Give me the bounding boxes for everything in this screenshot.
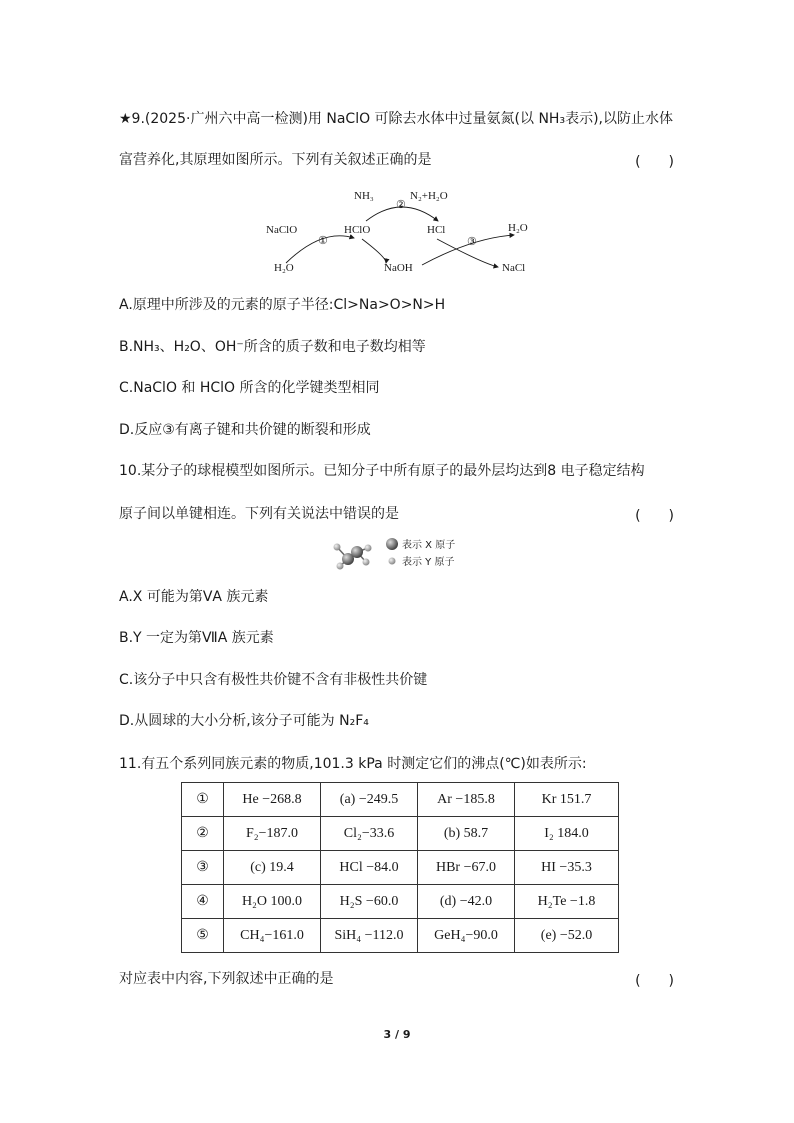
table-row — [182, 817, 619, 851]
table-cell: H₂S −60.0 — [321, 885, 418, 919]
table-cell: (a) −249.5 — [321, 783, 418, 817]
q10-ball-stick-model — [328, 536, 468, 572]
table-cell: HCl −84.0 — [321, 851, 418, 885]
q11-answer-paren: ( ) — [635, 973, 674, 989]
boiling-point-table — [181, 782, 619, 953]
table-cell: HI −35.3 — [515, 851, 619, 885]
q9-option-a: A.原理中所涉及的元素的原子半径:Cl>Na>O>N>H — [119, 297, 446, 313]
q9-answer-paren: ( ) — [635, 154, 674, 170]
q10-answer-paren: ( ) — [635, 508, 674, 524]
arrow-step1 — [286, 236, 354, 263]
q10-stem-line1: 10.某分子的球棍模型如图所示。已知分子中所有原子的最外层均达到8 电子稳定结构 — [119, 463, 645, 479]
q10-option-a: A.X 可能为第ⅤA 族元素 — [119, 589, 269, 605]
diagram-step1: ① — [318, 235, 328, 247]
table-row — [182, 851, 619, 885]
diagram-nacl: NaCl — [502, 262, 526, 274]
diagram-h2o-bottom: H₂O — [274, 262, 294, 274]
atom-x — [351, 546, 363, 558]
table-cell: Kr 151.7 — [515, 783, 619, 817]
diagram-naoh: NaOH — [384, 262, 413, 274]
table-cell: GeH₄−90.0 — [418, 919, 515, 953]
legend-x-ball — [386, 538, 398, 550]
atom-y — [334, 544, 341, 551]
q10-stem-line2: 原子间以单键相连。下列有关说法中错误的是 — [119, 506, 399, 522]
table-cell: H₂Te −1.8 — [515, 885, 619, 919]
q10-option-c: C.该分子中只含有极性共价键不含有非极性共价键 — [119, 672, 428, 688]
diagram-hcl: HCl — [427, 224, 446, 236]
atom-y — [365, 545, 372, 552]
table-cell: ⑤ — [182, 919, 224, 953]
table-row — [182, 885, 619, 919]
atom-y — [337, 563, 344, 570]
table-cell: Cl₂−33.6 — [321, 817, 418, 851]
atom-y — [363, 559, 370, 566]
table-cell: SiH₄ −112.0 — [321, 919, 418, 953]
page-number: 3 / 9 — [383, 1028, 411, 1041]
table-cell: CH₄−161.0 — [224, 919, 321, 953]
table-cell: H₂O 100.0 — [224, 885, 321, 919]
table-cell: F₂−187.0 — [224, 817, 321, 851]
q9-stem-line2: 富营养化,其原理如图所示。下列有关叙述正确的是 — [119, 152, 432, 168]
table-cell: ① — [182, 783, 224, 817]
diagram-naclo: NaClO — [266, 224, 298, 236]
table-cell: (d) −42.0 — [418, 885, 515, 919]
q9-reaction-diagram — [262, 183, 542, 278]
table-cell: I₂ 184.0 — [515, 817, 619, 851]
table-cell: (c) 19.4 — [224, 851, 321, 885]
legend-x-label: 表示 X 原子 — [402, 540, 456, 551]
diagram-nh3: NH₃ — [354, 190, 374, 202]
table-cell: He −268.8 — [224, 783, 321, 817]
table-cell: HBr −67.0 — [418, 851, 515, 885]
table-cell: ② — [182, 817, 224, 851]
table-cell: Ar −185.8 — [418, 783, 515, 817]
q10-option-b: B.Y 一定为第ⅦA 族元素 — [119, 630, 274, 646]
legend-y-ball — [389, 558, 396, 565]
table-row — [182, 919, 619, 953]
diagram-hclo: HClO — [344, 224, 371, 236]
arrow-to-naoh — [362, 239, 386, 263]
table-cell: ④ — [182, 885, 224, 919]
q9-option-d: D.反应③有离子键和共价键的断裂和形成 — [119, 422, 371, 438]
table-cell: (b) 58.7 — [418, 817, 515, 851]
q9-option-c: C.NaClO 和 HClO 所含的化学键类型相同 — [119, 380, 380, 396]
q9-stem-line1: ★9.(2025·广州六中高一检测)用 NaClO 可除去水体中过量氨氮(以 NH₃表示),以防止水体 — [119, 111, 673, 127]
diagram-step2: ② — [396, 199, 406, 211]
table-cell: ③ — [182, 851, 224, 885]
diagram-n2-h2o: N₂+H₂O — [410, 190, 448, 202]
q9-option-b: B.NH₃、H₂O、OH⁻所含的质子数和电子数均相等 — [119, 339, 426, 355]
q11-stem-line1: 11.有五个系列同族元素的物质,101.3 kPa 时测定它们的沸点(℃)如表所示: — [119, 756, 587, 772]
q11-stem-line2: 对应表中内容,下列叙述中正确的是 — [119, 971, 334, 987]
diagram-step3: ③ — [467, 236, 477, 248]
legend-y-label: 表示 Y 原子 — [402, 557, 455, 568]
table-cell: (e) −52.0 — [515, 919, 619, 953]
q10-option-d: D.从圆球的大小分析,该分子可能为 N₂F₄ — [119, 713, 369, 729]
table-row — [182, 783, 619, 817]
diagram-h2o-top: H₂O — [508, 222, 528, 234]
